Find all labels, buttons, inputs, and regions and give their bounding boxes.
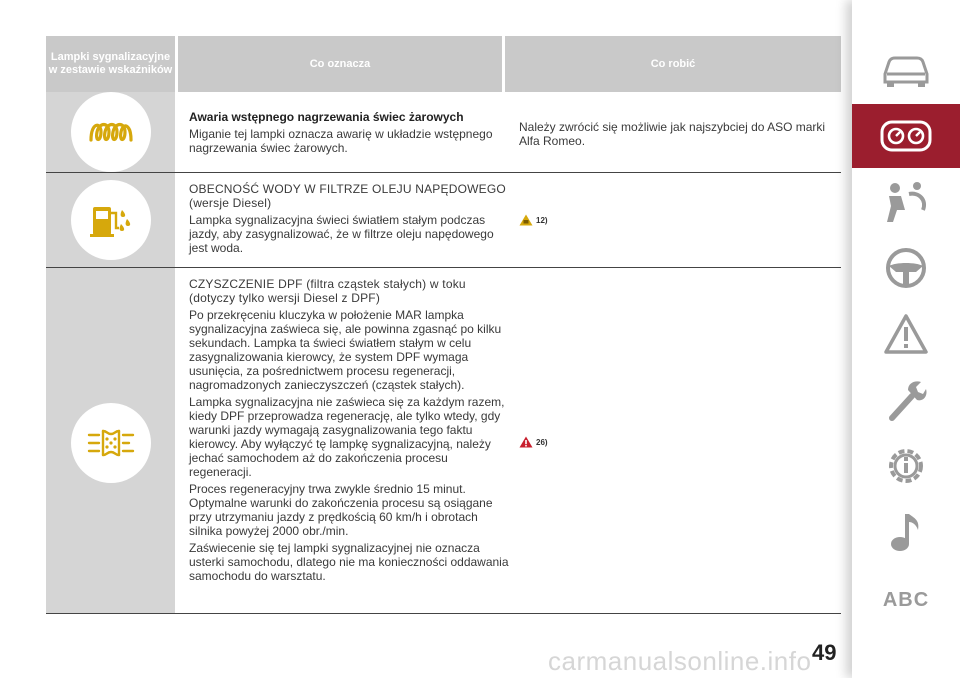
row2-reference [519, 214, 548, 226]
table-row-icon-cell [46, 268, 175, 613]
airbag-seat-icon [881, 180, 931, 224]
sidebar-item-car[interactable] [852, 38, 960, 102]
lamp-circle [71, 92, 151, 172]
row3-paragraph: Po przekręceniu kluczyka w położenie MAR lampka sygnalizacyjna zaświeca się, ale powinna zgasnąć po kilku sekundach. Lampka ta świeci światłem stałym w celu zasygnalizowania kierowcy, że system DPF wymaga usunięcia, za pośrednictwem procesu regeneracji, nagromadzonych zanieczyszczeń (cząstek stałych). [189, 308, 502, 392]
header-lamps: Lampki sygnalizacyjne w zestawie wskaźników [46, 36, 175, 92]
wrench-icon [884, 378, 928, 422]
header-meaning: Co oznacza [178, 36, 502, 92]
danger-warning-icon [519, 436, 533, 448]
sidebar-item-driving[interactable] [852, 236, 960, 300]
info-gear-icon [883, 443, 929, 489]
sidebar-item-technical-data[interactable] [852, 434, 960, 498]
dpf-cleaning-icon [71, 403, 151, 483]
steering-wheel-icon [884, 246, 928, 290]
row3-paragraph: Proces regeneracyjny trwa zwykle średnio 15 minut. Optymalne warunki do zakończenia procesu są osiągane przy utrzymaniu jazdy z prędkością 60 km/h i obrotach silnika powyżej 2000 obr./min. [189, 482, 493, 538]
header-action: Co robić [505, 36, 841, 92]
row1-description [189, 110, 509, 158]
row3-ref-number: 26) [536, 437, 548, 447]
sidebar-item-dashboard[interactable] [852, 104, 960, 168]
row1-title: Awaria wstępnego nagrzewania świec żarowych [189, 110, 464, 124]
glow-plug-coil-icon [71, 92, 151, 172]
warning-triangle-icon [883, 313, 929, 355]
row3-paragraph: Lampka sygnalizacyjna nie zaświeca się za każdym razem, kiedy DPF przeprowadza regenerację, ale tylko wtedy, gdy warunki jazdy wymagają zasygnalizowania tego faktu kierowcy. Aby wyłączyć tę lampkę sygnalizacyjną, należy jechać samochodem aż do zakończenia procesu regeneracji. [189, 395, 505, 479]
row2-paragraph: Lampka sygnalizacyjna świeci światłem stałym podczas jazdy, aby zasygnalizować, że w filtrze oleju napędowego jest woda. [189, 213, 494, 255]
sidebar-item-emergency[interactable] [852, 302, 960, 366]
row3-reference [519, 436, 548, 448]
index-label: ABC [882, 588, 930, 611]
row3-paragraph: Zaświecenie się tej lampki sygnalizacyjnej nie oznacza usterki samochodu, dlatego nie ma konieczności oddawania samochodu do warsztatu. [189, 541, 509, 583]
watermark: carmanualsonline.info [548, 646, 812, 676]
sidebar-item-multimedia[interactable] [852, 500, 960, 564]
row1-paragraph: Miganie tej lampki oznacza awarię w układzie wstępnego nagrzewania świec żarowych. [189, 127, 493, 155]
lamp-circle [71, 180, 151, 260]
table-row-icon-cell [46, 92, 175, 172]
sidebar-item-index[interactable] [852, 568, 960, 632]
table-header [46, 36, 841, 92]
row3-title: CZYSZCZENIE DPF (filtra cząstek stałych) w toku (dotyczy tylko wersji Diesel z DPF) [189, 277, 466, 305]
water-in-fuel-filter-icon [71, 180, 151, 260]
lamp-circle [71, 403, 151, 483]
dashboard-icon [879, 119, 933, 153]
page-number: 49 [812, 640, 837, 665]
row3-description [189, 277, 509, 586]
row1-action: Należy zwrócić się możliwie jak najszybciej do ASO marki Alfa Romeo. [519, 120, 826, 148]
row2-title: OBECNOŚĆ WODY W FILTRZE OLEJU NAPĘDOWEGO (wersje Diesel) [189, 182, 506, 210]
music-note-icon [888, 510, 924, 554]
sidebar-item-maintenance[interactable] [852, 368, 960, 432]
chapter-sidebar [852, 0, 960, 678]
row2-ref-number: 12) [536, 215, 548, 225]
caution-hand-icon [519, 214, 533, 226]
row-divider [46, 613, 841, 614]
row2-description [189, 182, 509, 258]
sidebar-item-safety[interactable] [852, 170, 960, 234]
car-icon [879, 50, 933, 90]
table-row-icon-cell [46, 173, 175, 267]
